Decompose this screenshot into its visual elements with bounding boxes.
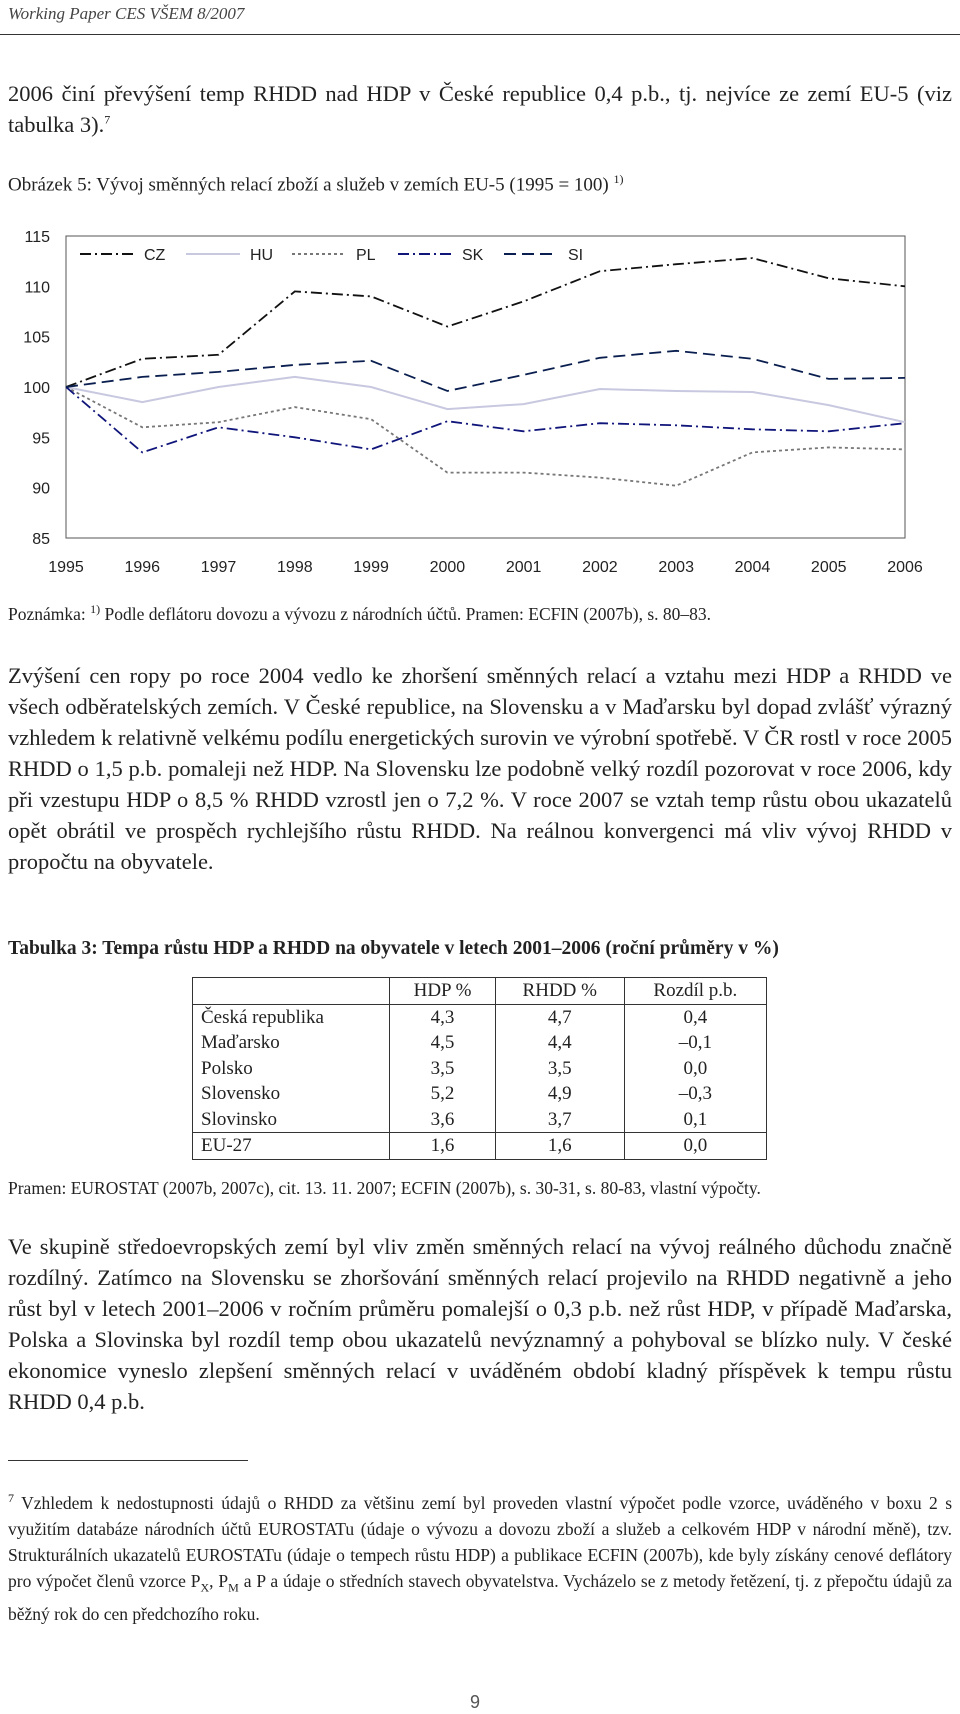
x-tick-label: 1995 (48, 559, 84, 576)
x-tick-label: 2001 (505, 559, 542, 576)
table-cell: EU-27 (201, 1135, 252, 1156)
table-cell: Česká republika (201, 1006, 324, 1028)
x-tick-label: 1998 (277, 559, 313, 576)
table-cell: 0,0 (624, 1133, 766, 1160)
table-header-row (193, 978, 767, 1005)
x-tick-label: 1999 (353, 559, 389, 576)
footnote-number: 7 (8, 1491, 14, 1506)
figure-note-prefix: Poznámka: (8, 604, 86, 624)
intro-text: 2006 činí převýšení temp RHDD nad HDP v České republice 0,4 p.b., tj. nejvíce ze zemí EU-5 (viz tabulka 3). (8, 81, 952, 137)
x-tick-label: 2003 (658, 559, 694, 576)
table-cell: 0,1 (624, 1107, 766, 1133)
table-cell: 3,5 (390, 1056, 496, 1082)
table-cell: Polsko (201, 1057, 253, 1079)
table-row (193, 1081, 767, 1107)
table-cell: 4,3 (390, 1004, 496, 1030)
table-cell: 3,7 (495, 1107, 624, 1133)
footnote-text-1: Vzhledem k nedostupnosti údajů o RHDD za většinu zemí byl proveden vlastní výpočet podle vzorce, uváděného v boxu 2 s využitím databáze národních účtů EUROSTATu (údaje o vývozu a dovozu zboží a služeb a celkovém HDP v národní měně), tzv. Strukturálních ukazatelů EUROSTATu (údaje o tempech růstu HDP) a publikace ECFIN (2007b), kde byly získány cenové deflátory pro výpočet členů vzorce P (8, 1493, 953, 1591)
table-header-cell (193, 978, 390, 1005)
table-cell: 4,9 (495, 1081, 624, 1107)
table-header-cell: HDP % (390, 978, 496, 1005)
intro-paragraph (8, 78, 952, 140)
growth-rates-table (192, 977, 767, 1160)
figure-note (8, 604, 711, 625)
x-tick-label: 2005 (810, 559, 847, 576)
table-row (193, 1056, 767, 1082)
y-tick-label: 95 (32, 430, 50, 448)
legend-label-cz: CZ (144, 247, 166, 264)
table-header-cell: RHDD % (495, 978, 624, 1005)
y-tick-label: 100 (23, 380, 50, 397)
figure-caption-sup: 1) (613, 172, 624, 186)
x-tick-label: 1996 (124, 559, 161, 576)
table-row (193, 1030, 767, 1056)
legend-label-pl: PL (356, 247, 376, 264)
table-cell: –0,3 (624, 1081, 766, 1107)
x-tick-label: 2004 (734, 559, 771, 576)
y-tick-label: 85 (32, 531, 50, 548)
table-cell: 0,0 (624, 1056, 766, 1082)
terms-of-trade-chart (0, 220, 960, 590)
paragraph-central-europe: Ve skupině středoevropských zemí byl vliv změn směnných relací na vývoj reálného důchodu značně rozdílný. Zatímco na Slovensku se zhoršování směnných relací projevilo na RHDD negativně a jeho růst byl v letech 2001–2006 v ročním průměru pomalejší o 0,3 p.b. než růst HDP, v případě Maďarska, Polska a Slovinska byl rozdíl temp obou ukazatelů nevýznamný a pohyboval se blízko nuly. V české ekonomice vyneslo zlepšení směnných relací v uváděném období kladný příspěvek k tempu růstu RHDD 0,4 p.b. (8, 1234, 952, 1414)
table-header-cell: Rozdíl p.b. (624, 978, 766, 1005)
footnote-sub-m: M (228, 1580, 239, 1595)
table-row (193, 1133, 767, 1160)
legend-label-si: SI (568, 247, 584, 264)
x-tick-label: 1997 (200, 559, 237, 576)
table-source: Pramen: EUROSTAT (2007b, 2007c), cit. 13. 11. 2007; ECFIN (2007b), s. 30-31, s. 80-83, vlastní výpočty. (8, 1178, 761, 1198)
table-cell: 4,7 (495, 1004, 624, 1030)
legend-label-sk: SK (462, 247, 484, 264)
figure-caption (8, 172, 624, 196)
table-cell: 4,5 (390, 1030, 496, 1056)
page-number: 9 (470, 1692, 481, 1712)
footnote-rule (8, 1460, 248, 1461)
x-tick-label: 2000 (429, 559, 466, 576)
x-tick-label: 2002 (582, 559, 618, 576)
header-rule (0, 34, 960, 35)
series-line-hu (66, 377, 905, 422)
table-row (193, 1107, 767, 1133)
footnote-ref: 7 (104, 112, 111, 127)
table-cell: 3,5 (495, 1056, 624, 1082)
table-cell: 5,2 (390, 1081, 496, 1107)
x-tick-label: 2006 (887, 559, 923, 576)
footnote-text-3: a P a údaje o středních stavech obyvatelstva. Vycházelo se z metody řetězení, tj. z přepočtu údajů za běžný rok do cen předchozího roku. (8, 1571, 953, 1624)
y-tick-label: 115 (24, 229, 50, 246)
table-cell: 0,4 (624, 1004, 766, 1030)
running-header: Working Paper CES VŠEM 8/2007 (8, 4, 245, 23)
figure-caption-text: Obrázek 5: Vývoj směnných relací zboží a služeb v zemích EU-5 (1995 = 100) (8, 174, 609, 196)
table-cell: Maďarsko (201, 1032, 280, 1053)
figure-note-sup: 1) (90, 602, 101, 617)
plot-area-frame (66, 236, 905, 538)
table-cell: Slovensko (201, 1083, 281, 1104)
footnote (8, 1490, 952, 1627)
table-cell: 4,4 (495, 1030, 624, 1056)
paragraph-oil-prices: Zvýšení cen ropy po roce 2004 vedlo ke zhoršení směnných relací a vztahu mezi HDP a RHDD ve všech odběratelských zemích. V České republice, na Slovensku a v Maďarsku byl dopad zvlášť výrazný vzhledem k relativně velkému podílu energetických surovin ve výrobní spotřebě. V ČR rostl v roce 2005 RHDD o 1,5 p.b. pomaleji než HDP. Na Slovensku lze podobně velký rozdíl pozorovat v roce 2006, kdy při vzestupu HDP o 8,5 % RHDD vzrostl jen o 7,2 %. V roce 2007 se vztah temp růstu obou ukazatelů opět obrátil ve prospěch rychlejšího růstu RHDD. Na reálnou konvergenci má vliv vývoj RHDD v propočtu na obyvatele. (8, 663, 952, 874)
figure-note-text: Podle deflátoru dovozu a vývozu z národních účtů. Pramen: ECFIN (2007b), s. 80–83. (104, 604, 712, 624)
table-cell: 1,6 (390, 1133, 496, 1160)
footnote-text-2: , P (209, 1571, 229, 1591)
legend-label-hu: HU (250, 247, 274, 264)
table-cell: 1,6 (495, 1133, 624, 1160)
footnote-sub-x: X (200, 1580, 210, 1595)
y-tick-label: 110 (24, 279, 50, 297)
table-cell: Slovinsko (201, 1108, 278, 1130)
table-cell: 3,6 (390, 1107, 496, 1133)
y-tick-label: 90 (32, 480, 50, 498)
series-line-cz (66, 258, 905, 387)
table-row (193, 1004, 767, 1030)
table-caption: Tabulka 3: Tempa růstu HDP a RHDD na obyvatele v letech 2001–2006 (roční průměry v %) (8, 938, 779, 959)
y-tick-label: 105 (23, 329, 50, 347)
table-cell: –0,1 (624, 1030, 766, 1056)
